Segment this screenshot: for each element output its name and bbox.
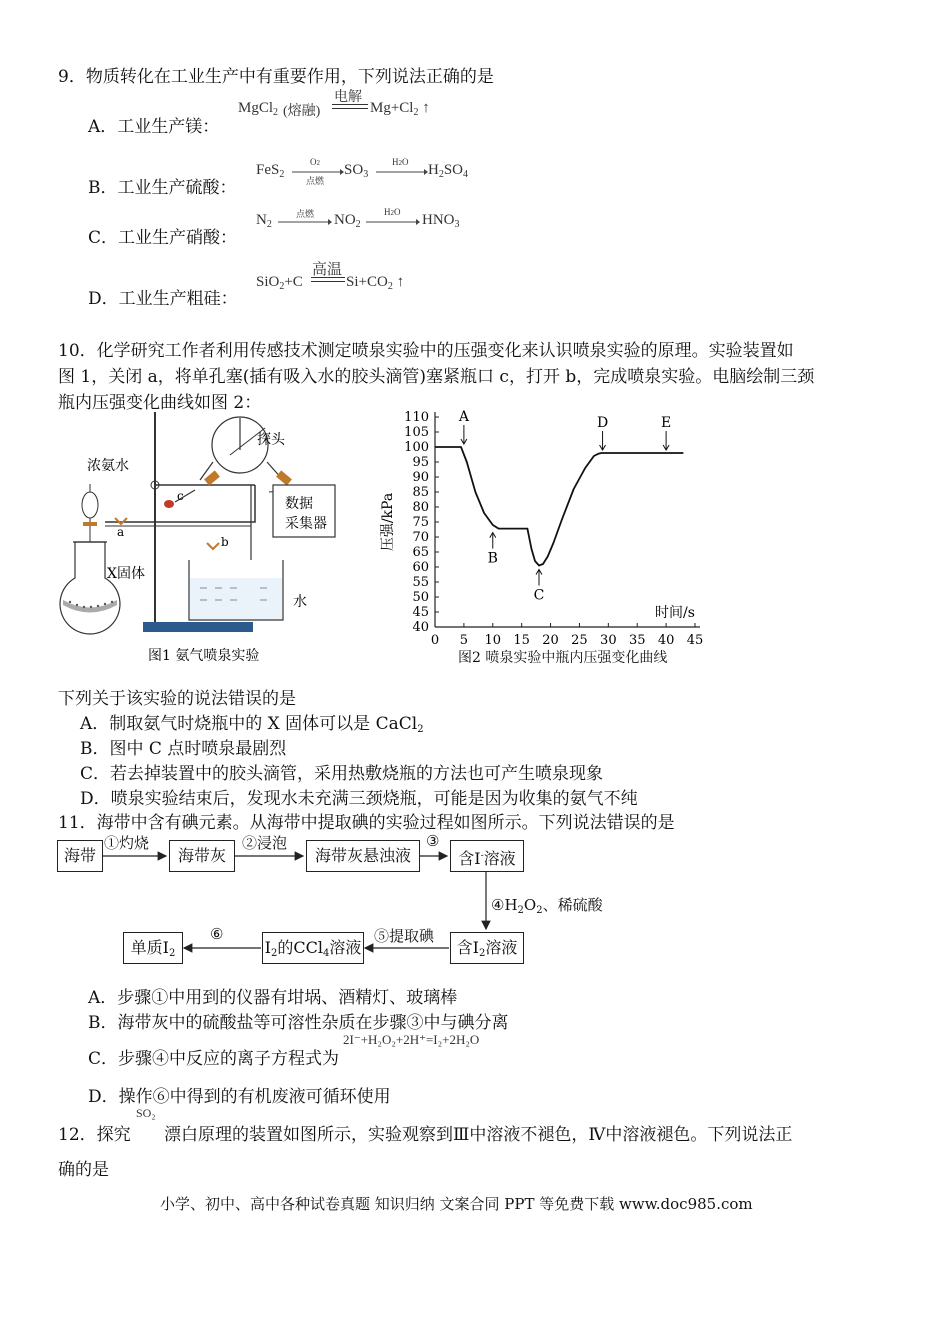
- q10-option-b: B．图中 C 点时喷泉最剧烈: [80, 739, 287, 759]
- q10-option-d: D．喷泉实验结束后，发现水未充满三颈烧瓶，可能是因为收集的氨气不纯: [80, 789, 638, 809]
- label-x-solid: X固体: [107, 566, 145, 582]
- q12-stem-main: 漂白原理的装置如图所示，实验观察到Ⅲ中溶液不褪色，Ⅳ中溶液褪色。下列说法正: [164, 1125, 793, 1145]
- y-tick-label: 85: [412, 485, 429, 500]
- flow-step-2: ②浸泡: [242, 834, 288, 852]
- q12-so2: SO₂: [136, 1106, 156, 1120]
- y-tick-label: 40: [412, 620, 429, 635]
- q11-option-c: C．步骤④中反应的离子方程式为: [88, 1049, 340, 1069]
- flow-box-suspension: 海带灰悬浊液: [306, 840, 420, 872]
- flow-box-ccl4-solution: $I_2$的CCl$_4$溶液: [262, 932, 364, 964]
- label-probe: 探头: [257, 432, 285, 448]
- y-tick-label: 90: [412, 470, 429, 485]
- q9-option-b-label: B．工业生产硫酸：: [88, 178, 237, 198]
- flow-box-iodine-solution: 含$I_2$溶液: [450, 932, 524, 964]
- q9-option-c-equation: $N_2$ 点燃 $NO_2$ H2O $HNO_3$: [256, 207, 460, 230]
- fig2-caption: 图2 喷泉实验中瓶内压强变化曲线: [458, 650, 668, 666]
- annotation-label-C: C: [533, 587, 545, 604]
- x-tick-label: 40: [657, 633, 675, 648]
- flow-step-3: ③: [426, 832, 440, 850]
- q9-option-d-equation: SiO$_2$+C 高温 $Si+CO_2$ ↑: [256, 262, 405, 292]
- q10-stem-line2: 图 1，关闭 a，将单孔塞(插有吸入水的胶头滴管)塞紧瓶口 c，打开 b，完成喷泉实验。电脑绘制三颈: [58, 367, 815, 387]
- label-water: 水: [293, 594, 307, 610]
- x-tick-label: 0: [430, 633, 440, 648]
- x-tick-label: 15: [513, 633, 530, 648]
- annotation-label-A: A: [458, 409, 469, 425]
- y-tick-label: 75: [412, 515, 429, 530]
- y-tick-label: 50: [412, 590, 429, 605]
- flow-box-elemental-iodine: 单质$I_2$: [123, 932, 183, 964]
- flow-step-1: ①灼烧: [104, 834, 150, 852]
- fig1-caption: 图1 氨气喷泉实验: [148, 648, 260, 664]
- q9-option-a-equation: MgCl$_2$ (熔融) 电解 $Mg+Cl_2$ ↑: [238, 90, 430, 119]
- label-data-1: 数据: [285, 496, 313, 512]
- q10-question: 下列关于该实验的说法错误的是: [58, 689, 296, 709]
- q10-stem-line3: 瓶内压强变化曲线如图 2：: [58, 393, 262, 413]
- x-tick-label: 10: [484, 633, 502, 648]
- flow-box-iodide-solution: 含I-溶液: [450, 840, 524, 872]
- flow-box-ash: 海带灰: [169, 840, 235, 872]
- q12-stem-prefix: 12．探究: [58, 1125, 131, 1145]
- label-ammonia: 浓氨水: [87, 458, 129, 474]
- x-tick-label: 25: [571, 633, 588, 648]
- q11-option-b: B．海带灰中的硫酸盐等可溶性杂质在步骤③中与碘分离: [88, 1013, 509, 1033]
- label-c: c: [177, 489, 184, 503]
- q9-option-c-label: C．工业生产硝酸：: [88, 228, 238, 248]
- q11-option-d: D．操作⑥中得到的有机废液可循环使用: [88, 1087, 391, 1107]
- flow-step-6: ⑥: [210, 925, 224, 943]
- y-tick-label: 55: [412, 575, 429, 590]
- q10-option-c: C．若去掉装置中的胶头滴管，采用热敷烧瓶的方法也可产生喷泉现象: [80, 764, 604, 784]
- q9-option-d-label: D．工业生产粗硅：: [88, 289, 238, 309]
- annotation-label-E: E: [660, 415, 672, 431]
- flow-step-4: $④H_2O_2$、稀硫酸: [491, 896, 603, 916]
- q10-option-a: A．制取氨气时烧瓶中的 X 固体可以是 CaCl$_2$: [80, 714, 424, 735]
- annotation-label-B: B: [487, 550, 498, 567]
- y-tick-label: 60: [412, 560, 429, 575]
- y-tick-label: 70: [412, 530, 429, 545]
- q11-stem: 11．海带中含有碘元素。从海带中提取碘的实验过程如图所示。下列说法错误的是: [58, 813, 675, 833]
- y-axis-label: 压强/kPa: [380, 492, 396, 552]
- label-b: b: [221, 535, 229, 549]
- y-tick-label: 110: [404, 410, 429, 425]
- annotation-label-D: D: [596, 415, 609, 431]
- x-tick-label: 35: [628, 633, 646, 648]
- q9-option-b-equation: FeS$_2$ O2 点燃 $SO_3$ H2O $H_2SO_4$: [256, 157, 469, 186]
- q11-option-a: A．步骤①中用到的仪器有坩埚、酒精灯、玻璃棒: [88, 988, 458, 1008]
- y-tick-label: 65: [412, 545, 429, 560]
- y-tick-label: 105: [404, 425, 429, 440]
- y-tick-label: 95: [412, 455, 429, 470]
- page-footer: 小学、初中、高中各种试卷真题 知识归纳 文案合同 PPT 等免费下载 www.doc985.com: [160, 1195, 753, 1213]
- flow-step-5: ⑤提取碘: [374, 927, 435, 945]
- x-axis-label: 时间/s: [655, 605, 695, 621]
- x-tick-label: 30: [600, 633, 617, 648]
- x-tick-label: 5: [459, 633, 469, 648]
- x-tick-label: 45: [686, 633, 704, 648]
- x-tick-label: 20: [542, 633, 559, 648]
- label-data-2: 采集器: [285, 516, 327, 532]
- label-a: a: [117, 525, 125, 539]
- y-tick-label: 100: [404, 440, 429, 455]
- q9-option-a-label: A．工业生产镁：: [88, 117, 220, 137]
- q11-option-c-formula: 2I⁻+H₂O₂+2H⁺=I₂+2H₂O: [343, 1032, 480, 1047]
- q9-stem: 9．物质转化在工业生产中有重要作用，下列说法正确的是: [58, 67, 494, 87]
- q12-stem-line2: 确的是: [58, 1160, 109, 1180]
- y-tick-label: 80: [412, 500, 429, 515]
- flow-box-seaweed: 海带: [57, 840, 103, 872]
- q10-stem-line1: 10．化学研究工作者利用传感技术测定喷泉实验中的压强变化来认识喷泉实验的原理。实验装置如: [58, 341, 794, 361]
- y-tick-label: 45: [412, 605, 429, 620]
